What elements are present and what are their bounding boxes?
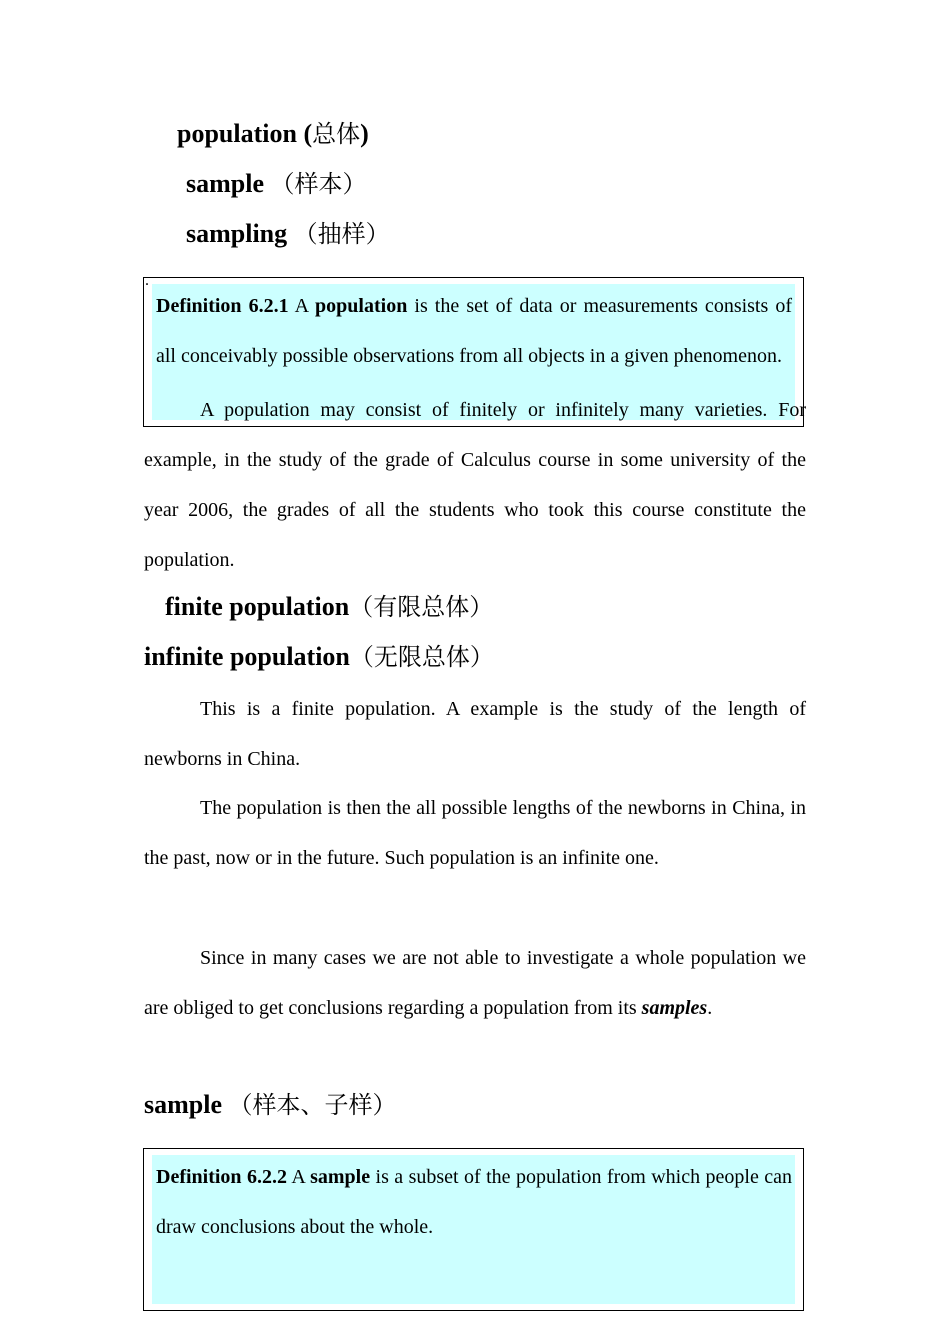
term-infinite-population xyxy=(144,637,494,672)
definition-box-1-dot: . xyxy=(145,272,149,289)
term-sample-en: sample xyxy=(186,169,264,198)
paragraph-samples-em: samples xyxy=(641,997,708,1019)
term-infinite-en: infinite population xyxy=(144,642,350,671)
term-sampling-en: sampling xyxy=(186,219,288,248)
definition-1-label: Definition 6.2.1 xyxy=(156,295,289,317)
definition-1-pre: A xyxy=(294,295,308,317)
term-population-close: ) xyxy=(360,119,369,148)
term-finite-population xyxy=(165,587,493,622)
paragraph-samples xyxy=(144,933,806,1033)
definition-2-text xyxy=(156,1152,792,1252)
definition-2-label: Definition 6.2.2 xyxy=(156,1166,287,1188)
definition-1-text xyxy=(156,281,792,381)
term-population xyxy=(177,114,369,149)
term-sample xyxy=(186,164,367,199)
term-finite-en: finite population xyxy=(165,592,350,621)
term-sample-cn: （样本） xyxy=(270,170,367,198)
definition-1-rest: is the set of data or measurements consists of all conceivably possible observations from all objects in a given phenomenon. xyxy=(156,295,793,367)
term-population-cn: 总体 xyxy=(312,120,361,148)
paragraph-samples-text: Since in many cases we are not able to investigate a whole population we are obliged to get conclusions regarding a population from its xyxy=(144,947,806,1019)
term-sample-2 xyxy=(144,1085,397,1120)
term-sample2-cn: （样本、子样） xyxy=(228,1091,397,1119)
paragraph-samples-end: . xyxy=(707,997,713,1019)
term-population-en: population ( xyxy=(177,119,313,148)
paragraph-finite-example: This is a finite population. A example is the study of the length of newborns in China. xyxy=(144,698,806,770)
term-finite-cn: （有限总体） xyxy=(349,593,494,621)
definition-2-pre: A xyxy=(291,1166,305,1188)
term-sample2-en: sample xyxy=(144,1090,222,1119)
definition-box-2 xyxy=(143,1148,804,1311)
definition-2-rest: is a subset of the population from which people can draw conclusions about the whole. xyxy=(156,1166,793,1238)
term-infinite-cn: （无限总体） xyxy=(349,643,494,671)
definition-2-term: sample xyxy=(310,1166,371,1188)
term-sampling xyxy=(186,214,390,249)
paragraph-infinite-example: The population is then the all possible lengths of the newborns in China, in the past, now or in the future. Such population is an infinite one. xyxy=(144,797,806,869)
term-sampling-cn: （抽样） xyxy=(293,220,390,248)
definition-1-term: population xyxy=(315,295,408,317)
paragraph-population-example: A population may consist of finitely or infinitely many varieties. For example, in the study of the grade of Calculus course in some university of the year 2006, the grades of all the students who took this course constitute the population. xyxy=(144,399,806,571)
